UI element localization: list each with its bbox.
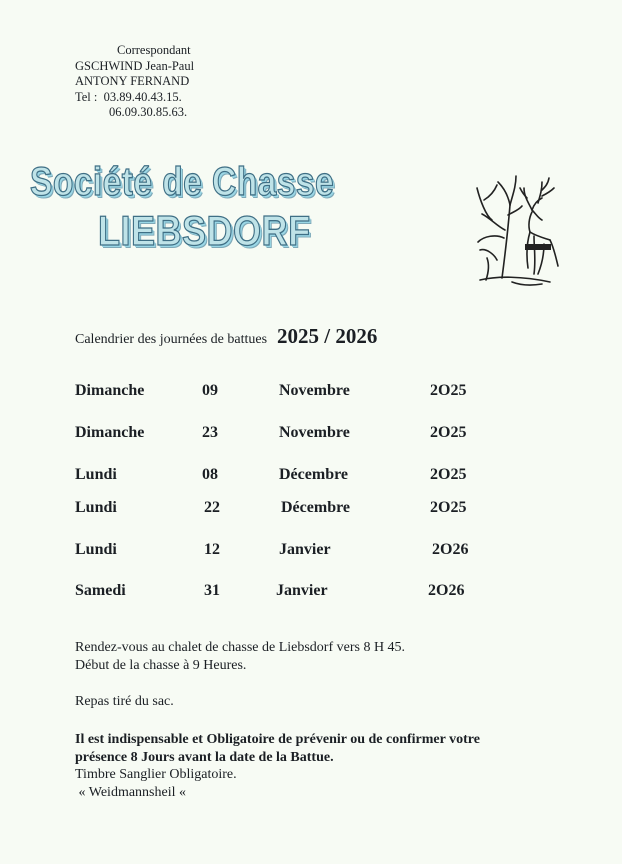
rendezvous-text: Rendez-vous au chalet de chasse de Liebsdorf vers 8 H 45. — [75, 640, 406, 655]
stamp-text: Timbre Sanglier Obligatoire. — [75, 767, 237, 782]
day-cell: Lundi — [75, 466, 117, 483]
year-cell: 2O26 — [432, 541, 469, 558]
month-cell: Décembre — [281, 499, 350, 516]
notice-line-2: présence 8 Jours avant la date de la Battue. — [75, 749, 334, 765]
notice-line-1: Il est indispensable et Obligatoire de prévenir ou de confirmer votre — [75, 732, 480, 747]
year-cell: 2O25 — [430, 382, 467, 399]
date-cell: 08 — [202, 466, 218, 483]
year-cell: 2O25 — [430, 466, 467, 483]
notice-block — [75, 731, 480, 801]
club-title-line-2: LIEBSDORF — [98, 207, 311, 254]
day-cell: Dimanche — [75, 382, 145, 399]
day-cell: Lundi — [75, 499, 117, 516]
meal-text: Repas tiré du sac. — [75, 694, 174, 709]
calendar-label: Calendrier des journées de battues — [75, 332, 268, 347]
day-cell: Samedi — [75, 582, 126, 599]
month-cell: Novembre — [279, 424, 350, 441]
start-time-text: Début de la chasse à 9 Heures. — [75, 657, 247, 673]
year-cell: 2O26 — [428, 582, 465, 599]
year-cell: 2O25 — [430, 424, 467, 441]
season-label: 2025 / 2026 — [277, 324, 378, 348]
day-cell: Dimanche — [75, 424, 145, 441]
contact-phone-1: Tel : 03.89.40.43.15. — [75, 89, 182, 104]
deer-and-tree-icon — [472, 170, 564, 288]
year-cell: 2O25 — [430, 499, 467, 516]
contact-role: Correspondant — [117, 43, 191, 57]
meeting-info — [75, 639, 405, 674]
date-cell: 23 — [202, 424, 218, 441]
month-cell: Janvier — [276, 582, 328, 599]
club-title-line-1: Société de Chasse — [30, 160, 335, 204]
month-cell: Novembre — [279, 382, 350, 399]
date-cell: 12 — [204, 541, 220, 558]
day-cell: Lundi — [75, 541, 117, 558]
contact-name-1: GSCHWIND Jean-Paul — [75, 58, 195, 73]
month-cell: Janvier — [279, 541, 331, 558]
calendar-heading — [75, 324, 377, 349]
contact-block — [75, 43, 194, 121]
date-cell: 31 — [204, 582, 220, 599]
month-cell: Décembre — [279, 466, 348, 483]
contact-name-2: ANTONY FERNAND — [75, 74, 190, 88]
contact-phone-2: 06.09.30.85.63. — [109, 105, 188, 119]
greeting-text: « Weidmannsheil « — [75, 784, 186, 800]
date-cell: 09 — [202, 382, 218, 399]
club-title — [30, 160, 392, 254]
date-cell: 22 — [204, 499, 220, 516]
